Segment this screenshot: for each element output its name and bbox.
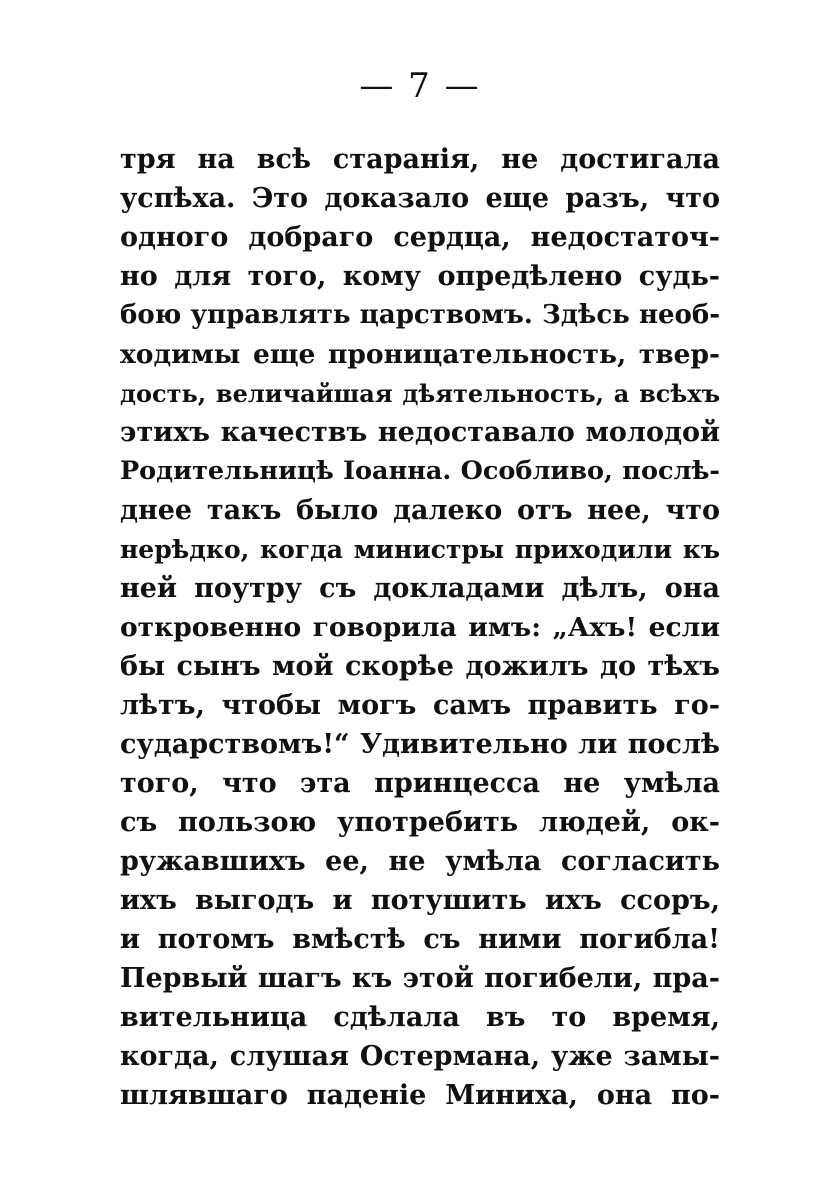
text-line: нерѣдко, когда министры приходили къ bbox=[120, 535, 720, 564]
text-line: бою управлять царствомъ. Здѣсь необ- bbox=[120, 300, 720, 330]
page-number: — 7 — bbox=[359, 66, 481, 106]
text-line: ихъ выгодъ и потушить ихъ ссоръ, bbox=[120, 885, 720, 916]
text-line: одного добраго сердца, недостаточ- bbox=[120, 222, 720, 253]
text-line: откровенно говорила имъ: „Ахъ! если bbox=[120, 612, 720, 643]
text-line: успѣха. Это доказало еще разъ, что bbox=[120, 183, 720, 214]
text-line: и потомъ вмѣстѣ съ ними погибла! bbox=[120, 924, 720, 955]
text-line: ней поутру съ докладами дѣлъ, она bbox=[120, 573, 720, 604]
text-line: шлявшаго паденіе Миниха, она по- bbox=[120, 1080, 720, 1111]
text-line: дость, величайшая дѣятельность, а всѣхъ bbox=[120, 379, 720, 408]
text-line: съ пользою употребить людей, ок- bbox=[120, 807, 720, 838]
text-line: днее такъ было далеко отъ нее, что bbox=[120, 495, 720, 526]
text-line: когда, слушая Остермана, уже замы- bbox=[120, 1041, 720, 1072]
text-line: тря на всѣ старанія, не достигала bbox=[120, 144, 720, 175]
body-text bbox=[120, 140, 720, 1115]
text-line: того, что эта принцесса не умѣла bbox=[120, 768, 720, 799]
text-line: Первый шагъ къ этой погибели, пра- bbox=[120, 963, 720, 994]
text-line: вительница сдѣлала въ то время, bbox=[120, 1002, 720, 1033]
text-line: бы сынъ мой скорѣе дожилъ до тѣхъ bbox=[120, 651, 720, 682]
text-line: но для того, кому опредѣлено судь- bbox=[120, 261, 720, 292]
text-line: Родительницѣ Іоанна. Особливо, послѣ- bbox=[120, 456, 720, 486]
text-line: этихъ качествъ недоставало молодой bbox=[120, 417, 720, 448]
text-line: ружавшихъ ее, не умѣла согласить bbox=[120, 846, 720, 877]
text-line: лѣтъ, чтобы могъ самъ править го- bbox=[120, 690, 720, 721]
text-line: сударствомъ!“ Удивительно ли послѣ bbox=[120, 729, 720, 760]
text-line: ходимы еще проницательность, твер- bbox=[120, 339, 720, 370]
